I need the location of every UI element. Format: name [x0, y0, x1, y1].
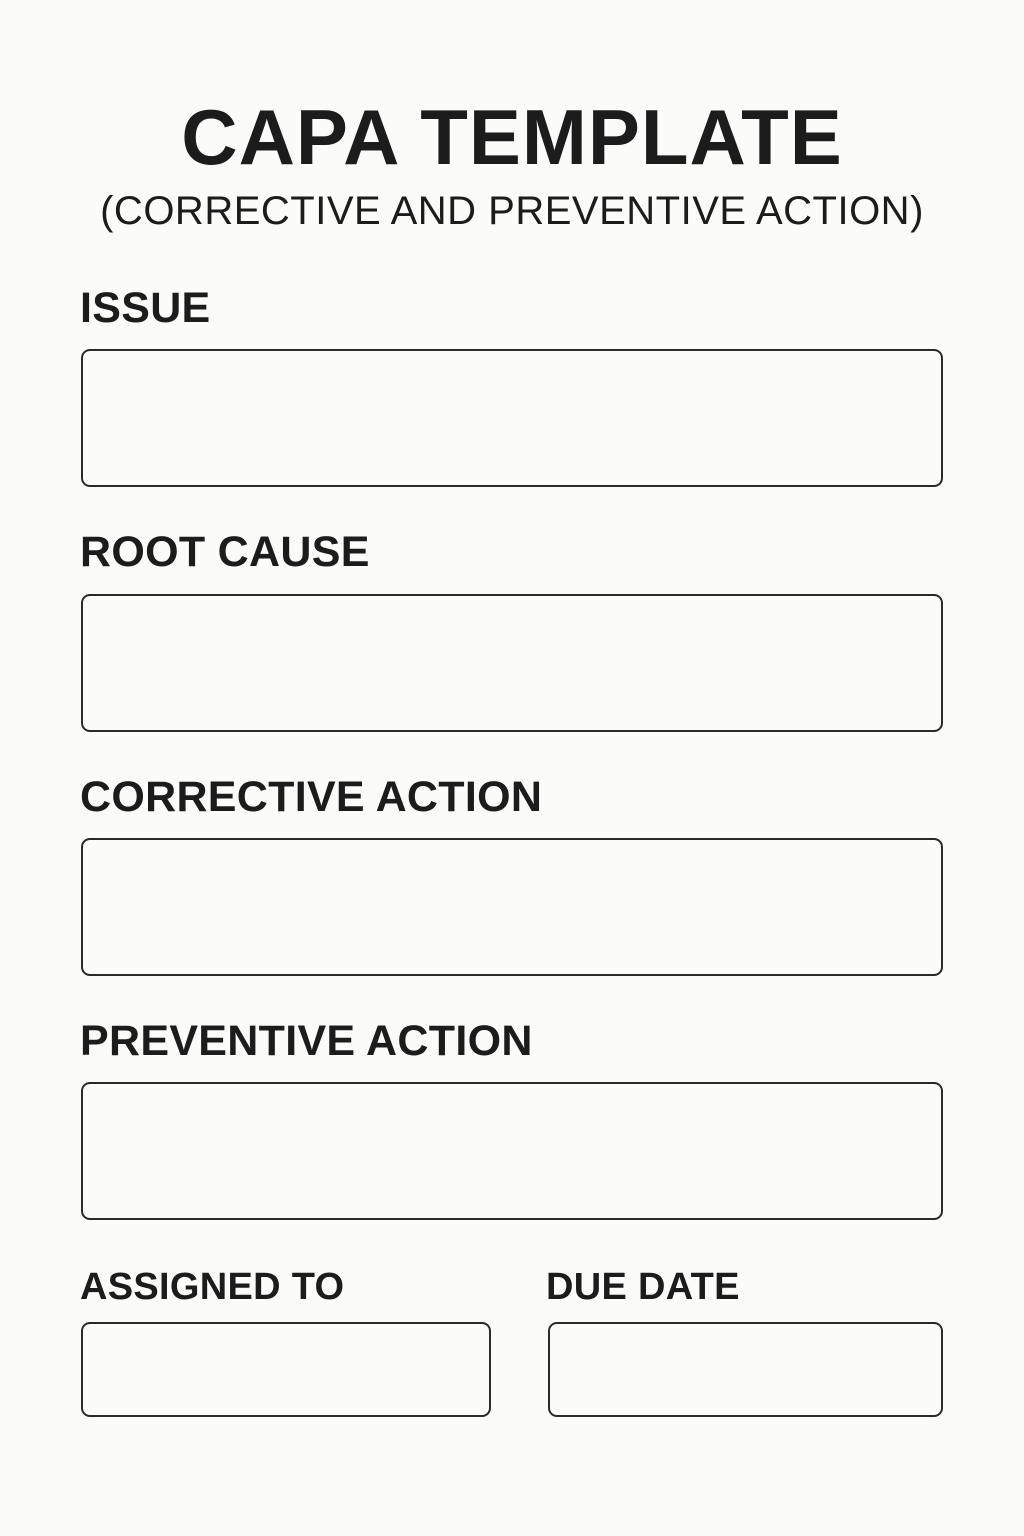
root-cause-field[interactable]	[81, 594, 943, 732]
due-date-label: DUE DATE	[546, 1266, 740, 1308]
assigned-to-field[interactable]	[81, 1322, 491, 1417]
assigned-to-label: ASSIGNED TO	[80, 1266, 345, 1308]
due-date-field[interactable]	[548, 1322, 943, 1417]
issue-field[interactable]	[81, 349, 943, 487]
page-title: CAPA TEMPLATE	[181, 93, 843, 181]
corrective-action-label: CORRECTIVE ACTION	[80, 773, 543, 821]
root-cause-label: ROOT CAUSE	[80, 528, 370, 576]
preventive-action-field[interactable]	[81, 1082, 943, 1220]
issue-label: ISSUE	[80, 284, 211, 332]
page-subtitle: (CORRECTIVE AND PREVENTIVE ACTION)	[100, 189, 924, 233]
corrective-action-field[interactable]	[81, 838, 943, 976]
preventive-action-label: PREVENTIVE ACTION	[80, 1017, 533, 1065]
